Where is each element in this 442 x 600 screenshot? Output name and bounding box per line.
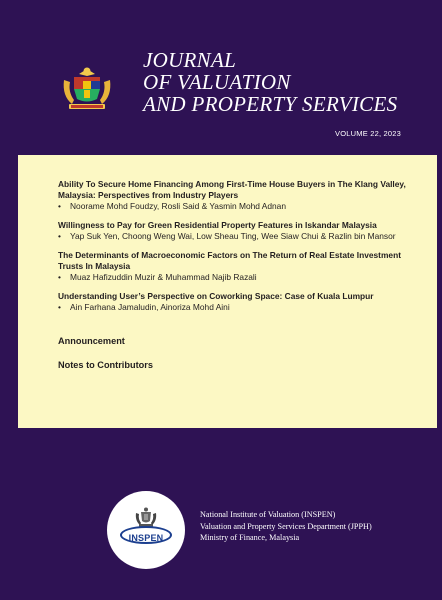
coat-of-arms-icon bbox=[60, 66, 114, 112]
bullet-icon: • bbox=[58, 201, 61, 211]
article-title: Ability To Secure Home Financing Among First-Time House Buyers in The Klang Valley, Malaysia: Perspectives from Industry Players bbox=[58, 179, 406, 200]
article-title: The Determinants of Macroeconomic Factors on The Return of Real Estate Investment Trusts In Malaysia bbox=[58, 250, 401, 271]
publisher-line-1: National Institute of Valuation (INSPEN) bbox=[200, 510, 336, 519]
article-authors bbox=[58, 231, 423, 242]
journal-title-line-1: JOURNAL bbox=[143, 48, 237, 72]
article-authors bbox=[58, 302, 423, 313]
crest-icon bbox=[134, 507, 158, 527]
authors-text: Ain Farhana Jamaludin, Ainoriza Mohd Aini bbox=[70, 302, 230, 312]
authors-text: Noorame Mohd Foudzy, Rosli Said & Yasmin Mohd Adnan bbox=[70, 201, 286, 211]
bullet-icon: • bbox=[58, 302, 61, 312]
inspen-logo bbox=[107, 491, 185, 569]
article-3[interactable] bbox=[58, 250, 423, 283]
journal-title bbox=[143, 49, 397, 115]
article-2[interactable] bbox=[58, 220, 423, 242]
article-authors bbox=[58, 272, 423, 283]
article-title: Understanding User’s Perspective on Coworking Space: Case of Kuala Lumpur bbox=[58, 291, 374, 301]
journal-title-line-2: OF VALUATION bbox=[143, 70, 291, 94]
publisher-line-3: Ministry of Finance, Malaysia bbox=[200, 533, 300, 542]
authors-text: Muaz Hafizuddin Muzir & Muhammad Najib Razali bbox=[70, 272, 257, 282]
logo-ellipse bbox=[120, 526, 172, 544]
publisher-info bbox=[200, 509, 372, 544]
publisher-line-2: Valuation and Property Services Department (JPPH) bbox=[200, 521, 372, 531]
notes-to-contributors-section[interactable]: Notes to Contributors bbox=[58, 360, 153, 370]
volume-label: VOLUME 22, 2023 bbox=[335, 129, 401, 138]
article-title: Willingness to Pay for Green Residential Property Features in Iskandar Malaysia bbox=[58, 220, 377, 230]
authors-text: Yap Suk Yen, Choong Weng Wai, Low Sheau Ting, Wee Siaw Chui & Razlin bin Mansor bbox=[70, 231, 396, 241]
table-of-contents bbox=[18, 155, 437, 428]
announcement-section[interactable]: Announcement bbox=[58, 336, 125, 346]
logo-text: INSPEN bbox=[128, 533, 164, 543]
article-authors bbox=[58, 201, 423, 212]
article-4[interactable] bbox=[58, 291, 423, 313]
bullet-icon: • bbox=[58, 231, 61, 241]
bullet-icon: • bbox=[58, 272, 61, 282]
article-1[interactable] bbox=[58, 179, 423, 212]
journal-title-line-3: AND PROPERTY SERVICES bbox=[143, 92, 398, 116]
